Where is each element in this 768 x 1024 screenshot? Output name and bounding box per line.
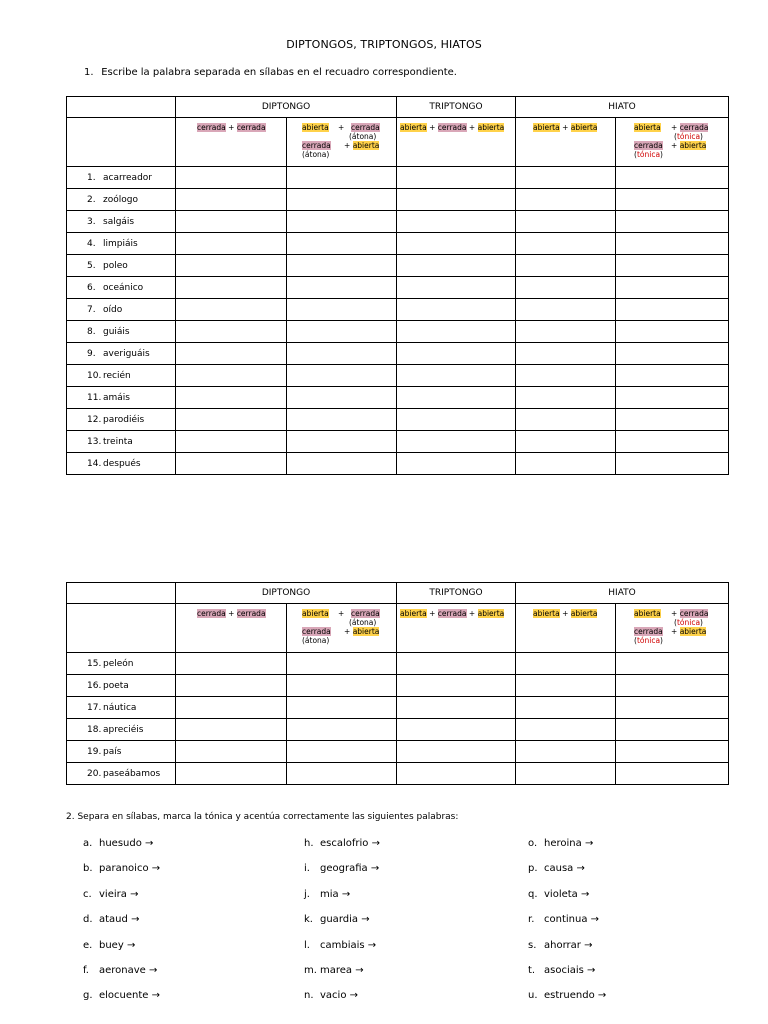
item-word: cambiais: [320, 939, 365, 951]
answer-cell[interactable]: [397, 299, 516, 321]
word-label: amáis: [103, 392, 130, 403]
answer-cell[interactable]: [176, 299, 287, 321]
answer-cell[interactable]: [616, 211, 729, 233]
item-word: aeronave: [99, 965, 146, 976]
word-row: [67, 233, 729, 255]
answer-cell[interactable]: [516, 365, 616, 387]
answer-cell[interactable]: [176, 741, 287, 763]
word-cell: [67, 365, 176, 387]
answer-cell[interactable]: [176, 365, 287, 387]
pattern-abierta-cerrada-atona: abierta + cerrada (átona) cerrada + abierta (átona): [287, 604, 397, 653]
pattern-hiato-tonica: abierta + cerrada (tónica) cerrada + abierta (tónica): [616, 604, 729, 653]
arrow-icon: →: [130, 888, 139, 900]
answer-cell[interactable]: [397, 343, 516, 365]
empty-header-cell: [67, 97, 176, 118]
item-word: guardia: [320, 914, 359, 926]
arrow-icon: →: [349, 990, 359, 1002]
answer-cell[interactable]: [616, 719, 729, 741]
word-cell: [67, 189, 176, 211]
item-letter: j.: [304, 888, 310, 900]
answer-cell[interactable]: [176, 189, 287, 211]
answer-cell[interactable]: [397, 321, 516, 343]
answer-cell[interactable]: [397, 365, 516, 387]
answer-cell[interactable]: [176, 453, 287, 475]
header-diptongo: DIPTONGO: [176, 97, 397, 118]
answer-cell[interactable]: [616, 277, 729, 299]
item-letter: i.: [304, 863, 310, 875]
item-word: vacio: [320, 990, 347, 1002]
answer-cell[interactable]: [516, 387, 616, 409]
word-row: [67, 431, 729, 453]
answer-cell[interactable]: [287, 233, 397, 255]
word-number: 1.: [87, 172, 96, 183]
exercise2-item: [83, 990, 160, 1001]
word-row: [67, 343, 729, 365]
answer-cell[interactable]: [616, 453, 729, 475]
word-number: 16.: [87, 680, 102, 691]
answer-cell[interactable]: [287, 255, 397, 277]
answer-cell[interactable]: [516, 741, 616, 763]
answer-cell[interactable]: [616, 763, 729, 785]
word-row: [67, 409, 729, 431]
word-number: 10.: [87, 370, 102, 381]
word-number: 13.: [87, 436, 102, 447]
word-label: peleón: [103, 658, 134, 669]
arrow-icon: →: [367, 939, 377, 951]
word-cell: [67, 719, 176, 741]
exercise2-item: [528, 863, 585, 874]
word-cell: [67, 653, 176, 675]
item-letter: n.: [304, 990, 314, 1002]
word-cell: [67, 453, 176, 475]
arrow-icon: →: [371, 838, 380, 849]
empty-header-cell: [67, 583, 176, 604]
pattern-row: [67, 118, 729, 167]
pattern-cerrada-cerrada: cerrada + cerrada: [176, 118, 287, 167]
word-number: 18.: [87, 724, 102, 735]
answer-cell[interactable]: [287, 299, 397, 321]
answer-cell[interactable]: [397, 697, 516, 719]
item-word: paranoico: [99, 863, 149, 875]
word-row: [67, 719, 729, 741]
word-label: parodiéis: [103, 414, 145, 425]
answer-cell[interactable]: [287, 697, 397, 719]
answer-cell[interactable]: [397, 741, 516, 763]
arrow-icon: →: [355, 965, 364, 976]
answer-cell[interactable]: [616, 653, 729, 675]
pattern-hiato-tonica: abierta + cerrada (tónica) cerrada + abierta (tónica): [616, 118, 729, 167]
word-row: [67, 255, 729, 277]
item-letter: m.: [304, 965, 317, 976]
answer-cell[interactable]: [397, 653, 516, 675]
exercise2-item: [528, 889, 589, 900]
exercise2-item: [304, 940, 376, 951]
word-cell: [67, 321, 176, 343]
answer-cell[interactable]: [287, 343, 397, 365]
exercise2-item: [83, 863, 160, 874]
syllable-table-2: [66, 582, 729, 785]
item-letter: t.: [528, 965, 536, 976]
exercise2-item: [528, 914, 599, 925]
arrow-icon: →: [590, 914, 600, 926]
exercise2-item: [83, 940, 135, 951]
word-cell: [67, 697, 176, 719]
answer-cell[interactable]: [287, 719, 397, 741]
answer-cell[interactable]: [176, 255, 287, 277]
exercise2-item: [528, 965, 595, 976]
answer-cell[interactable]: [616, 233, 729, 255]
answer-cell[interactable]: [287, 653, 397, 675]
word-cell: [67, 387, 176, 409]
exercise2-item: [83, 914, 139, 925]
answer-cell[interactable]: [616, 321, 729, 343]
word-label: guiáis: [103, 326, 130, 337]
item-letter: g.: [83, 990, 93, 1002]
exercise2-item: [304, 863, 379, 874]
answer-cell[interactable]: [176, 431, 287, 453]
answer-cell[interactable]: [397, 763, 516, 785]
word-number: 4.: [87, 238, 96, 249]
answer-cell[interactable]: [616, 697, 729, 719]
item-letter: d.: [83, 914, 93, 926]
answer-cell[interactable]: [397, 233, 516, 255]
word-row: [67, 453, 729, 475]
arrow-icon: →: [361, 914, 370, 926]
answer-cell[interactable]: [616, 343, 729, 365]
word-row: [67, 763, 729, 785]
answer-cell[interactable]: [176, 343, 287, 365]
answer-cell[interactable]: [176, 653, 287, 675]
item-letter: s.: [528, 939, 537, 951]
answer-cell[interactable]: [176, 719, 287, 741]
answer-cell[interactable]: [516, 697, 616, 719]
answer-cell[interactable]: [516, 233, 616, 255]
arrow-icon: →: [576, 863, 585, 875]
answer-cell[interactable]: [176, 211, 287, 233]
syllable-table-1: [66, 96, 729, 475]
arrow-icon: →: [584, 939, 593, 951]
item-word: elocuente: [99, 990, 149, 1002]
item-word: ataud: [99, 914, 128, 926]
item-word: huesudo: [99, 838, 142, 849]
word-number: 17.: [87, 702, 102, 713]
answer-cell[interactable]: [516, 675, 616, 697]
item-letter: p.: [528, 863, 538, 875]
arrow-icon: →: [145, 838, 154, 849]
pattern-abierta-cerrada-abierta: abierta + cerrada + abierta: [397, 118, 516, 167]
exercise2-item: [304, 965, 364, 976]
pattern-abierta-cerrada-atona: abierta + cerrada (átona) cerrada + abierta (átona): [287, 118, 397, 167]
header-hiato: HIATO: [516, 97, 729, 118]
answer-cell[interactable]: [287, 211, 397, 233]
exercise2-item: [83, 838, 153, 849]
word-cell: [67, 299, 176, 321]
pattern-abierta-cerrada-abierta: abierta + cerrada + abierta: [397, 604, 516, 653]
answer-cell[interactable]: [616, 431, 729, 453]
page-title: DIPTONGOS, TRIPTONGOS, HIATOS: [286, 38, 482, 51]
word-cell: [67, 343, 176, 365]
word-row: [67, 387, 729, 409]
arrow-icon: →: [151, 863, 161, 875]
word-label: apreciéis: [103, 724, 144, 735]
header-triptongo: TRIPTONGO: [397, 583, 516, 604]
arrow-icon: →: [126, 939, 136, 951]
exercise2-item: [304, 990, 358, 1001]
header-diptongo: DIPTONGO: [176, 583, 397, 604]
item-word: causa: [544, 863, 574, 875]
arrow-icon: →: [341, 888, 351, 900]
word-label: país: [103, 746, 122, 757]
answer-cell[interactable]: [397, 719, 516, 741]
word-row: [67, 299, 729, 321]
empty-pattern-cell: [67, 604, 176, 653]
item-word: violeta: [544, 888, 578, 900]
word-label: oceánico: [103, 282, 144, 293]
exercise2-item: [528, 838, 593, 849]
word-number: 2.: [87, 194, 96, 205]
answer-cell[interactable]: [287, 365, 397, 387]
word-cell: [67, 741, 176, 763]
word-number: 19.: [87, 746, 102, 757]
answer-cell[interactable]: [516, 719, 616, 741]
pattern-cerrada-cerrada: cerrada + cerrada: [176, 604, 287, 653]
word-number: 3.: [87, 216, 96, 227]
item-letter: u.: [528, 990, 538, 1002]
item-letter: a.: [83, 838, 93, 849]
word-label: zoólogo: [103, 194, 138, 205]
answer-cell[interactable]: [287, 409, 397, 431]
answer-cell[interactable]: [397, 211, 516, 233]
answer-cell[interactable]: [516, 299, 616, 321]
item-letter: o.: [528, 838, 538, 849]
word-row: [67, 697, 729, 719]
word-label: paseábamos: [103, 768, 161, 779]
item-word: mia: [320, 888, 339, 900]
item-word: buey: [99, 939, 124, 951]
item-word: asociais: [544, 965, 584, 976]
word-row: [67, 277, 729, 299]
item-letter: b.: [83, 863, 93, 875]
arrow-icon: →: [597, 990, 607, 1002]
word-number: 14.: [87, 458, 102, 469]
item-letter: e.: [83, 939, 93, 951]
exercise1-number: 1.: [84, 67, 94, 78]
word-label: oído: [103, 304, 123, 315]
answer-cell[interactable]: [287, 453, 397, 475]
answer-cell[interactable]: [516, 453, 616, 475]
word-cell: [67, 211, 176, 233]
exercise2-item: [304, 889, 350, 900]
answer-cell[interactable]: [616, 365, 729, 387]
arrow-icon: →: [587, 965, 596, 976]
answer-cell[interactable]: [397, 409, 516, 431]
answer-cell[interactable]: [176, 321, 287, 343]
answer-cell[interactable]: [176, 675, 287, 697]
answer-cell[interactable]: [397, 431, 516, 453]
answer-cell[interactable]: [516, 167, 616, 189]
word-row: [67, 321, 729, 343]
answer-cell[interactable]: [397, 453, 516, 475]
answer-cell[interactable]: [397, 387, 516, 409]
answer-cell[interactable]: [397, 255, 516, 277]
pattern-row: [67, 604, 729, 653]
exercise1-text: Escribe la palabra separada en sílabas en el recuadro correspondiente.: [101, 67, 457, 78]
word-label: después: [103, 458, 141, 469]
item-letter: r.: [528, 914, 535, 926]
word-number: 12.: [87, 414, 102, 425]
answer-cell[interactable]: [397, 675, 516, 697]
arrow-icon: →: [151, 990, 161, 1002]
item-word: vieira: [99, 888, 127, 900]
answer-cell[interactable]: [287, 763, 397, 785]
exercise2-item: [528, 940, 592, 951]
word-number: 8.: [87, 326, 96, 337]
item-word: estruendo: [544, 990, 595, 1002]
answer-cell[interactable]: [176, 697, 287, 719]
answer-cell[interactable]: [516, 653, 616, 675]
word-label: treinta: [103, 436, 133, 447]
item-word: ahorrar: [544, 939, 581, 951]
arrow-icon: →: [580, 888, 590, 900]
word-row: [67, 741, 729, 763]
exercise2-item: [304, 914, 370, 925]
word-row: [67, 167, 729, 189]
word-cell: [67, 431, 176, 453]
word-number: 15.: [87, 658, 102, 669]
word-number: 9.: [87, 348, 96, 359]
word-label: poleo: [103, 260, 128, 271]
item-letter: h.: [304, 838, 314, 849]
answer-cell[interactable]: [516, 343, 616, 365]
answer-cell[interactable]: [287, 387, 397, 409]
answer-cell[interactable]: [516, 189, 616, 211]
exercise1-instruction: [84, 67, 457, 78]
word-row: [67, 653, 729, 675]
exercise2-item: [83, 965, 157, 976]
word-number: 5.: [87, 260, 96, 271]
word-cell: [67, 277, 176, 299]
answer-cell[interactable]: [516, 321, 616, 343]
item-letter: k.: [304, 914, 313, 926]
answer-cell[interactable]: [287, 167, 397, 189]
word-number: 11.: [87, 392, 102, 403]
answer-cell[interactable]: [397, 189, 516, 211]
item-word: heroina: [544, 838, 582, 849]
item-letter: q.: [528, 888, 538, 900]
word-number: 6.: [87, 282, 96, 293]
word-cell: [67, 763, 176, 785]
answer-cell[interactable]: [616, 299, 729, 321]
arrow-icon: →: [149, 965, 158, 976]
word-row: [67, 189, 729, 211]
word-cell: [67, 255, 176, 277]
answer-cell[interactable]: [616, 387, 729, 409]
answer-cell[interactable]: [516, 763, 616, 785]
word-label: náutica: [103, 702, 137, 713]
word-row: [67, 211, 729, 233]
word-number: 20.: [87, 768, 102, 779]
header-triptongo: TRIPTONGO: [397, 97, 516, 118]
word-row: [67, 365, 729, 387]
item-word: continua: [544, 914, 588, 926]
answer-cell[interactable]: [287, 675, 397, 697]
answer-cell[interactable]: [516, 277, 616, 299]
answer-cell[interactable]: [516, 409, 616, 431]
answer-cell[interactable]: [616, 167, 729, 189]
word-label: acarreador: [103, 172, 152, 183]
word-label: limpiáis: [103, 238, 138, 249]
answer-cell[interactable]: [397, 167, 516, 189]
word-label: recién: [103, 370, 131, 381]
item-word: marea: [320, 965, 353, 976]
item-word: escalofrio: [320, 838, 369, 849]
answer-cell[interactable]: [287, 741, 397, 763]
empty-pattern-cell: [67, 118, 176, 167]
item-letter: f.: [83, 965, 89, 976]
word-row: [67, 675, 729, 697]
answer-cell[interactable]: [287, 189, 397, 211]
word-label: salgáis: [103, 216, 135, 227]
answer-cell[interactable]: [616, 741, 729, 763]
answer-cell[interactable]: [516, 255, 616, 277]
arrow-icon: →: [370, 863, 380, 875]
answer-cell[interactable]: [616, 189, 729, 211]
word-label: poeta: [103, 680, 129, 691]
answer-cell[interactable]: [287, 277, 397, 299]
answer-cell[interactable]: [176, 409, 287, 431]
answer-cell[interactable]: [287, 431, 397, 453]
answer-cell[interactable]: [516, 211, 616, 233]
answer-cell[interactable]: [176, 167, 287, 189]
pattern-abierta-abierta: abierta + abierta: [516, 604, 616, 653]
answer-cell[interactable]: [176, 233, 287, 255]
answer-cell[interactable]: [176, 387, 287, 409]
answer-cell[interactable]: [616, 675, 729, 697]
word-cell: [67, 167, 176, 189]
exercise2-item: [83, 889, 138, 900]
arrow-icon: →: [584, 838, 594, 849]
word-cell: [67, 233, 176, 255]
word-label: averiguáis: [103, 348, 150, 359]
exercise2-instruction: 2. Separa en sílabas, marca la tónica y acentúa correctamente las siguientes palabras:: [66, 812, 459, 822]
answer-cell[interactable]: [397, 277, 516, 299]
item-word: geografia: [320, 863, 368, 875]
item-letter: c.: [83, 888, 92, 900]
word-cell: [67, 409, 176, 431]
pattern-abierta-abierta: abierta + abierta: [516, 118, 616, 167]
word-cell: [67, 675, 176, 697]
arrow-icon: →: [131, 914, 140, 926]
answer-cell[interactable]: [516, 431, 616, 453]
answer-cell[interactable]: [176, 277, 287, 299]
exercise2-item: [304, 838, 380, 849]
word-number: 7.: [87, 304, 96, 315]
answer-cell[interactable]: [616, 255, 729, 277]
answer-cell[interactable]: [176, 763, 287, 785]
answer-cell[interactable]: [616, 409, 729, 431]
header-hiato: HIATO: [516, 583, 729, 604]
answer-cell[interactable]: [287, 321, 397, 343]
item-letter: l.: [304, 939, 310, 951]
exercise2-item: [528, 990, 606, 1001]
